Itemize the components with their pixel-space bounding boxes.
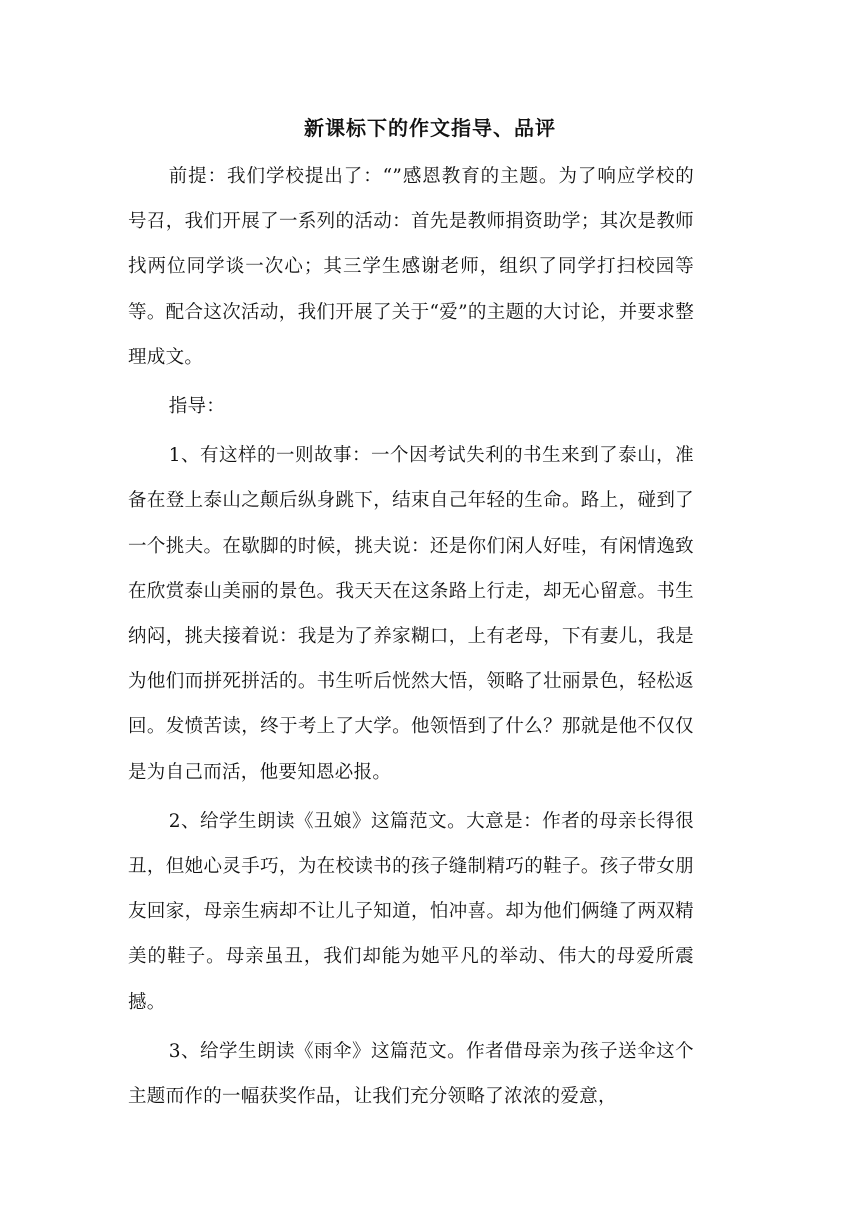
document-title: 新课标下的作文指导、品评 — [304, 116, 556, 140]
document-body — [128, 154, 694, 1119]
paragraph-item-2: 2、给学生朗读《丑娘》这篇范文。大意是：作者的母亲长得很丑，但她心灵手巧，为在校读书的孩子缝制精巧的鞋子。孩子带女朋友回家，母亲生病却不让儿子知道，怕冲喜。却为他们俩缝了两双精美的鞋子。母亲虽丑，我们却能为她平凡的举动、伟大的母爱所震撼。 — [128, 810, 694, 1013]
paragraph-item-3: 3、给学生朗读《雨伞》这篇范文。作者借母亲为孩子送伞这个主题而作的一幅获奖作品，让我们充分领略了浓浓的爱意， — [128, 1040, 694, 1108]
paragraph-premise: 前提：我们学校提出了：“”感恩教育的主题。为了响应学校的号召，我们开展了一系列的活动：首先是教师捐资助学；其次是教师找两位同学谈一次心；其三学生感谢老师，组织了同学打扫校园等等。配合这次活动，我们开展了关于“爱”的主题的大讨论，并要求整理成文。 — [128, 166, 694, 368]
paragraph-guidance-heading: 指导： — [168, 396, 226, 418]
paragraph-item-1: 1、有这样的一则故事：一个因考试失利的书生来到了泰山，准备在登上泰山之颠后纵身跳下，结束自己年轻的生命。路上，碰到了一个挑夫。在歇脚的时候，挑夫说：还是你们闲人好哇，有闲情逸致在欣赏泰山美丽的景色。我天天在这条路上行走，却无心留意。书生纳闷，挑夫接着说：我是为了养家糊口，上有老母，下有妻儿，我是为他们而拼死拼活的。书生听后恍然大悟，领略了壮丽景色，轻松返回。发愤苦读，终于考上了大学。他领悟到了什么？那就是他不仅仅是为自己而活，他要知恩必报。 — [128, 445, 694, 783]
